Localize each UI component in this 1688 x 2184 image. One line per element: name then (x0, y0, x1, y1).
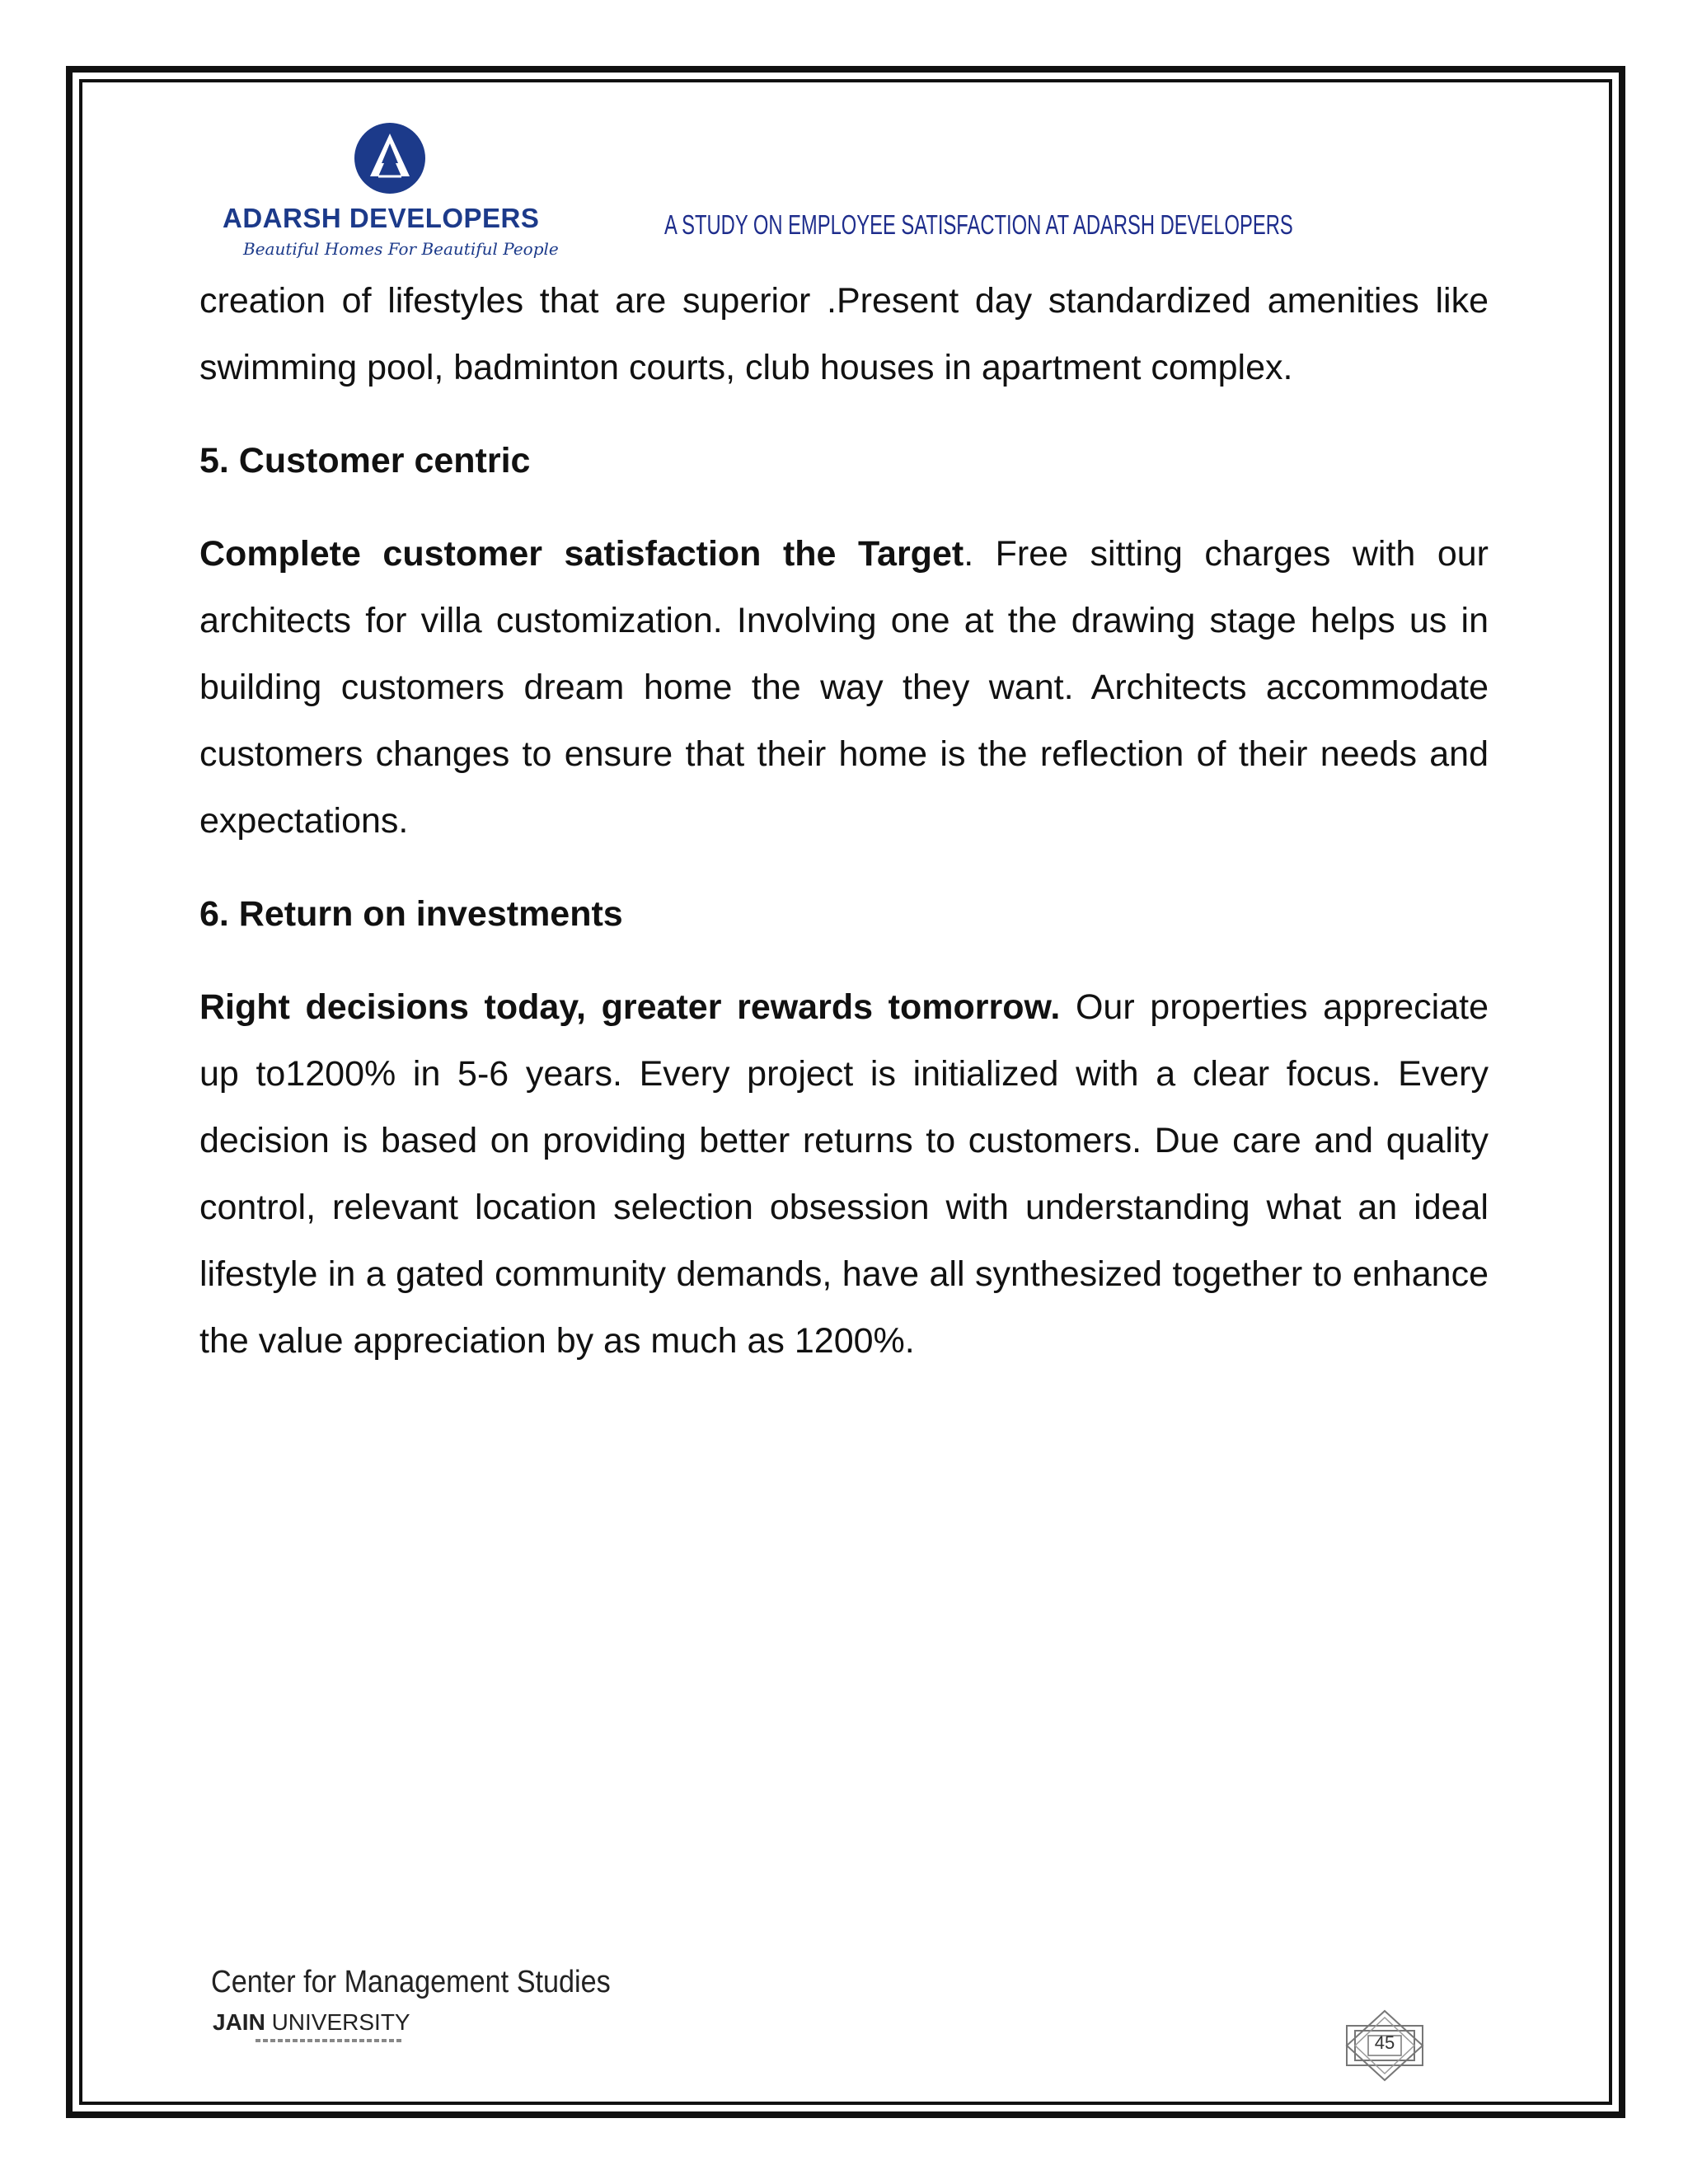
footer-center-name: Center for Management Studies (211, 1965, 611, 1999)
brand-tagline: Beautiful Homes For Beautiful People (243, 239, 559, 259)
section-5-heading: 5. Customer centric (199, 441, 531, 480)
brand-name: ADARSH DEVELOPERS (223, 203, 540, 233)
page-number: 45 (1374, 2032, 1395, 2053)
section-5-text: . Free sitting charges with our architects for villa customization. Involving one at the drawing stage helps us in building customers dream home the way they want. Architects accommodate customers changes to ensure that their home is the reflection of their needs and expectations. (199, 534, 1489, 841)
section-6-paragraph (199, 974, 1489, 1375)
section-6-text: Our properties appreciate up to1200% in 5-6 years. Every project is initialized with a clear focus. Every decision is based on providing better returns to customers. Due care and quality control, relevant location selection obsession with understanding what an ideal lifestyle in a gated community demands, have all synthesized together to enhance the value appreciation by as much as 1200%. (199, 987, 1489, 1361)
footer-university-bold: JAIN (213, 2009, 265, 2035)
footer-university-rest: UNIVERSITY (265, 2009, 410, 2035)
section-6-heading: 6. Return on investments (199, 894, 623, 934)
document-body (199, 268, 1489, 1375)
document-header-title: A STUDY ON EMPLOYEE SATISFACTION AT ADARSH DEVELOPERS (664, 209, 1293, 240)
footer-fine-print (256, 2039, 404, 2042)
section-5-paragraph (199, 521, 1489, 855)
section-6-lead: Right decisions today, greater rewards tomorrow. (199, 987, 1061, 1027)
intro-paragraph: creation of lifestyles that are superior .Present day standardized amenities like swimming pool, badminton courts, club houses in apartment complex. (199, 281, 1489, 387)
section-5-lead: Complete customer satisfaction the Target (199, 534, 964, 574)
footer-university (213, 2009, 410, 2036)
adarsh-logo-icon (354, 122, 426, 194)
